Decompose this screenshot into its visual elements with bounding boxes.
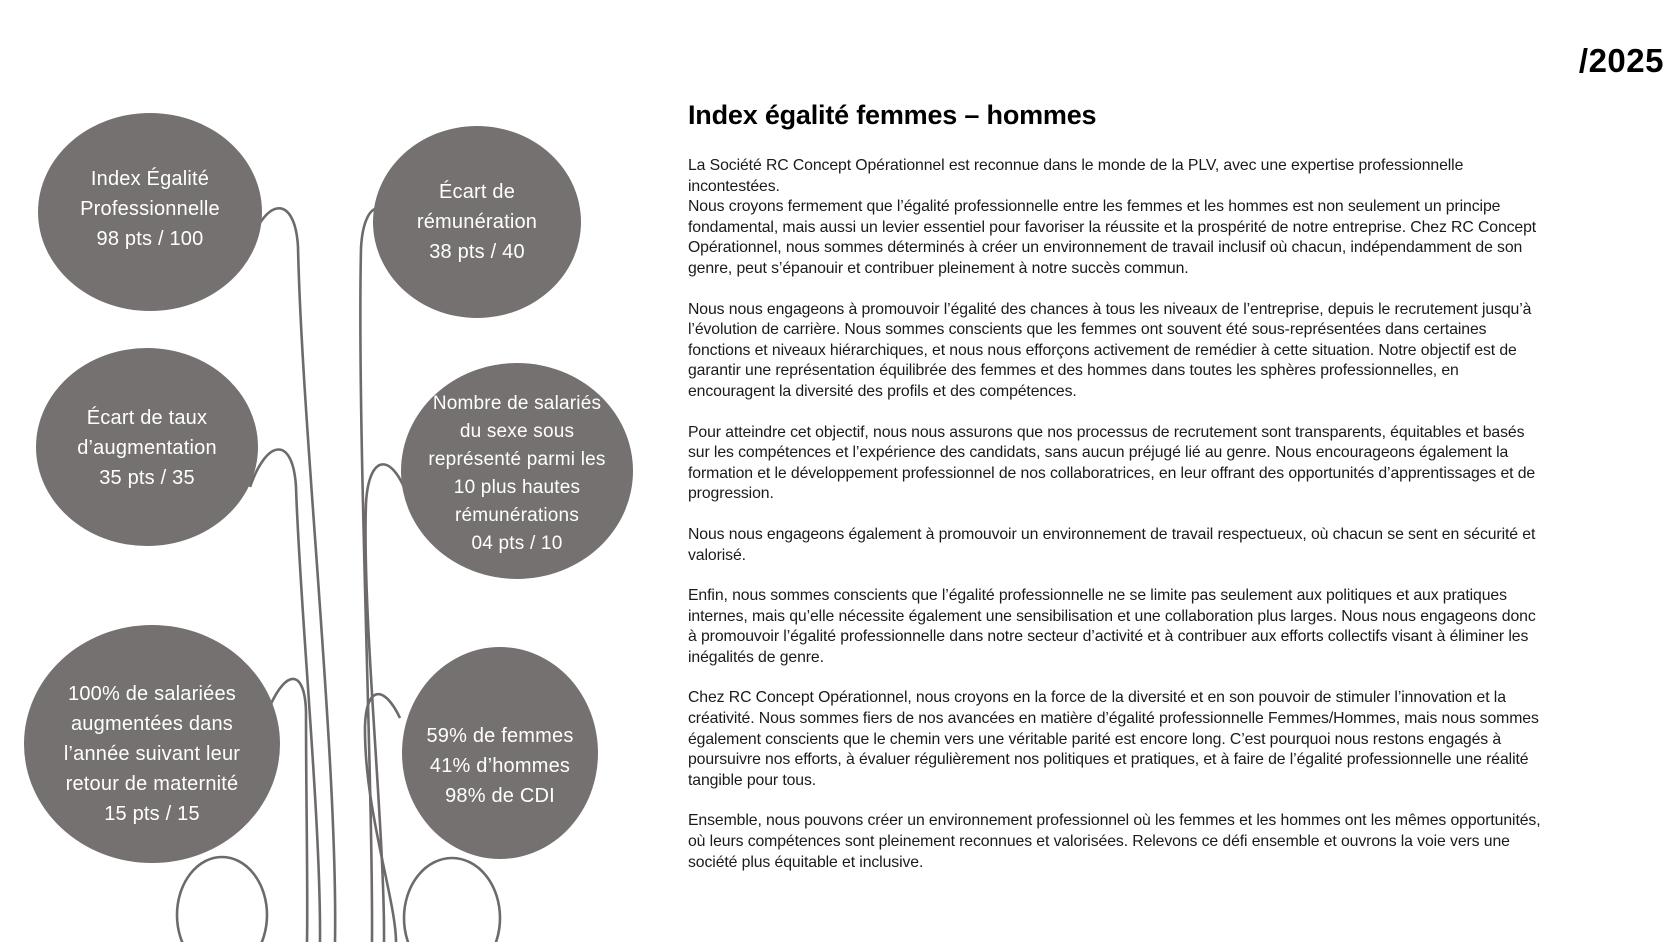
svg-text:38 pts / 40: 38 pts / 40 [429,241,525,263]
svg-text:du sexe sous: du sexe sous [459,421,575,442]
bubble-index-egalite [38,113,262,311]
svg-text:35 pts / 35: 35 pts / 35 [99,467,195,489]
svg-text:Index Égalité: Index Égalité [90,168,210,190]
svg-text:représenté parmi les: représenté parmi les [428,449,606,470]
svg-text:04 pts / 10: 04 pts / 10 [471,533,563,554]
stem-loop-left [177,857,267,942]
svg-text:rémunération: rémunération [416,211,538,233]
svg-text:15 pts / 15: 15 pts / 15 [104,803,200,825]
svg-text:98% de CDI: 98% de CDI [445,785,555,807]
bubble-shape [402,647,598,859]
paragraph-6 [688,688,1548,791]
svg-text:rémunérations: rémunérations [454,505,580,526]
paragraph-7 [688,811,1548,873]
paragraph-5 [688,586,1548,668]
svg-text:l’année suivant leur: l’année suivant leur [63,743,241,765]
bubble-ecart-remuneration [373,126,581,318]
paragraph-text: Ensemble, nous pouvons créer un environnement professionnel où les femmes et les hommes ont les mêmes opportunités, où leurs compétences sont pleinement reconnues et valorisées. Relevons ce défi ensemble et ouvrons la voie vers une société plus équitable et inclusive. [688,812,1541,871]
svg-text:10 plus hautes: 10 plus hautes [453,477,581,498]
bubble-repartition-effectifs [402,647,598,859]
stem-bubble-1 [247,208,335,942]
bubble-hautes-remunerations [401,363,633,579]
paragraph-text: Pour atteindre cet objectif, nous nous assurons que nos processus de recrutement sont transparents, équitables et basés sur les compétences et l’expérience des candidats, sans aucun préjugé lié au genre. Nous encourageons également la formation et le développement professionnel de nos collaboratrices, en leur offrant des opportunités d’apprentissages et de progression. [688,423,1536,503]
paragraph-text: Enfin, nous sommes conscients que l’égalité professionnelle ne se limite pas seulement aux politiques et aux pratiques internes, mais qu’elle nécessite également une sensibilisation et une collaboration plus larges. Nous nous engageons donc à promouvoir l’égalité professionnelle dans notre secteur d’activité et à contribuer aux efforts collectifs visant à éliminer les inégalités de genre. [688,587,1536,666]
svg-text:59% de femmes: 59% de femmes [426,725,574,747]
svg-text:Écart de: Écart de [438,181,516,203]
bubble-ecart-taux-augmentation [36,348,258,546]
paragraph-4 [688,525,1548,566]
paragraph-text: Nous nous engageons également à promouvoir un environnement de travail respectueux, où chacun se sent en sécurité et valorisé. [688,525,1536,564]
svg-text:41% d’hommes: 41% d’hommes [429,755,571,777]
svg-text:Professionnelle: Professionnelle [80,198,220,220]
page-title: Index égalité femmes – hommes [688,100,1097,130]
year-label: /2025 [1578,42,1664,79]
paragraph-3 [688,423,1548,505]
equality-index-infographic [0,0,680,942]
stem-loop-right [404,858,500,942]
paragraph-text: Chez RC Concept Opérationnel, nous croyons en la force de la diversité et en son pouvoir de stimuler l’innovation et la créativité. Nous sommes fiers de nos avancées en matière d’égalité professionnelle Femmes/Hommes, mais nous sommes également conscients que le chemin vers une véritable parité est encore long. C’est pourquoi nous restons engagés à poursuivre nos efforts, à évaluer régulièrement nos politiques et pratiques, et à faire de l’égalité professionnelle une réalité tangible pour tous. [688,689,1539,789]
svg-text:100% de salariées: 100% de salariées [68,683,236,705]
paragraph-text: La Société RC Concept Opérationnel est reconnue dans le monde de la PLV, avec une expertise professionnelle incontestées. [688,157,1464,195]
svg-text:retour de maternité: retour de maternité [65,773,239,795]
svg-text:Nombre de salariés: Nombre de salariés [432,393,602,414]
paragraph-1 [688,156,1548,280]
svg-text:d’augmentation: d’augmentation [77,437,217,459]
paragraph-text: Nous nous engageons à promouvoir l’égalité des chances à tous les niveaux de l’entreprise, depuis le recrutement jusqu’à l’évolution de carrière. Nous sommes conscients que les femmes ont souvent été sous-représentées dans certaines fonctions et niveaux hiérarchiques, et nous nous efforçons activement de remédier à cette situation. Notre objectif est de garantir une représentation équilibrée des femmes et des hommes dans toutes les sphères professionnelles, en encouragent la diversité des profils et des compétences. [688,300,1532,400]
svg-text:augmentées dans: augmentées dans [70,713,234,735]
bubble-retour-maternite [24,625,280,863]
paragraph-2 [688,300,1548,403]
paragraph-text: Nous croyons fermement que l’égalité professionnelle entre les femmes et les hommes est non seulement un principe fondamental, mais aussi un levier essentiel pour favoriser la réussite et la prospérité de notre entreprise. Chez RC Concept Opérationnel, nous sommes déterminés à créer un environnement de travail inclusif où chacun, indépendamment de son genre, peut s’épanouir et contribuer pleinement à notre succès commun. [688,198,1537,277]
svg-text:Écart de taux: Écart de taux [86,407,208,429]
svg-text:98 pts / 100: 98 pts / 100 [96,228,204,250]
article [688,100,1548,893]
